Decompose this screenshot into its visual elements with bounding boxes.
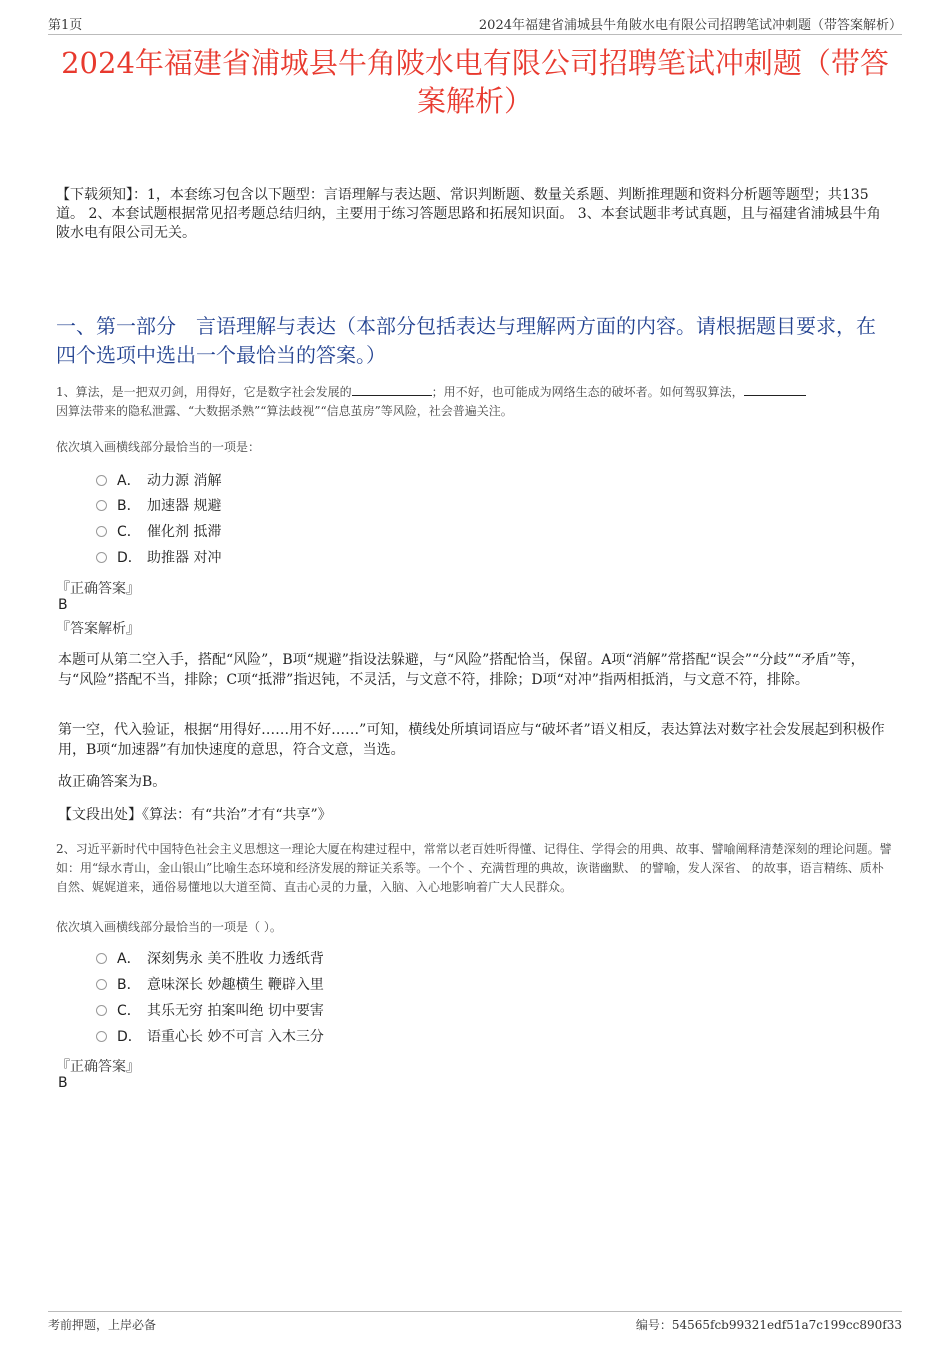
q1-analysis-para-2: 第一空，代入验证，根据“用得好……用不好……”可知，横线处所填词语应与“破坏者”语义相反，表达算法对数字社会发展起到积极作用，B项“加速器”有加快速度的意思，符合文意，当选。 (58, 722, 885, 758)
radio-icon[interactable] (96, 500, 107, 511)
q1-option-a[interactable]: A． 动力源 消解 (96, 470, 221, 492)
q1-answer-label: 『正确答案』 (56, 581, 140, 597)
q1-analysis-label: 『答案解析』 (56, 621, 140, 637)
question-1-text: 1、算法，是一把双刃剑，用得好，它是数字社会发展的 ；用不好，也可能成为网络生态的破坏者。如何驾驭算法， 因算法带来的隐私泄露、“大数据杀熟”“算法歧视”“信息茧房”等风险，社会普遍关注。 (56, 383, 894, 421)
header-doc-title: 2024年福建省浦城县牛角陂水电有限公司招聘笔试冲刺题（带答案解析） (478, 18, 902, 33)
question-2-prompt: 依次填入画横线部分最恰当的一项是（ ）。 (56, 920, 282, 934)
footer-serial: 编号：54565fcb99321edf51a7c199cc890f33 (635, 1318, 902, 1332)
q2-option-a[interactable]: A． 深刻隽永 美不胜收 力透纸背 (96, 948, 324, 970)
q1-answer: B (58, 597, 68, 613)
q1-analysis-conclusion: 故正确答案为B。 (58, 774, 167, 790)
document-title: 2024年福建省浦城县牛角陂水电有限公司招聘笔试冲刺题（带答案解析） (61, 46, 889, 118)
q2-option-d[interactable]: D． 语重心长 妙不可言 入木三分 (96, 1026, 324, 1048)
question-2-text: 2、习近平新时代中国特色社会主义思想这一理论大厦在构建过程中，常常以老百姓听得懂、记得住、学得会的用典、故事、譬喻阐释清楚深刻的理论问题。譬如：用“绿水青山，金山银山”比喻生态环境和经济发展的辩证关系等。一个个 、充满哲理的典故，诙谐幽默、 的譬喻，发人深省、 的故事，语言精练、质朴自然、娓娓道来，通俗易懂地以大道至简、直击心灵的力量，入脑、入心地影响着广大人民群众。 (56, 842, 892, 894)
section-heading: 一、第一部分 言语理解与表达（本部分包括表达与理解两方面的内容。请根据题目要求，在四个选项中选出一个最恰当的答案。） (56, 314, 876, 367)
radio-icon[interactable] (96, 552, 107, 563)
q1-analysis-para-1: 本题可从第二空入手，搭配“风险”，B项“规避”指设法躲避，与“风险”搭配恰当，保留。A项“消解”常搭配“误会”“分歧”“矛盾”等，与“风险”搭配不当，排除；C项“抵滞”指迟钝，不灵活，与文意不符，排除；D项“对冲”指两相抵消，与文意不符，排除。 (58, 652, 865, 688)
blank-1 (352, 383, 432, 396)
q2-answer: B (58, 1075, 68, 1091)
radio-icon[interactable] (96, 1031, 107, 1042)
footer-slogan: 考前押题，上岸必备 (48, 1318, 157, 1332)
page-footer (48, 1311, 902, 1332)
radio-icon[interactable] (96, 475, 107, 486)
page-number: 第1页 (48, 18, 83, 33)
radio-icon[interactable] (96, 953, 107, 964)
q2-answer-label: 『正确答案』 (56, 1059, 140, 1075)
q2-option-c[interactable]: C． 其乐无穷 拍案叫绝 切中要害 (96, 1000, 324, 1022)
q2-option-b[interactable]: B． 意味深长 妙趣横生 鞭辟入里 (96, 974, 324, 996)
q1-option-b[interactable]: B． 加速器 规避 (96, 495, 221, 517)
blank-2 (744, 383, 806, 396)
question-1-prompt: 依次填入画横线部分最恰当的一项是： (56, 440, 261, 454)
page-header (48, 14, 902, 35)
radio-icon[interactable] (96, 979, 107, 990)
q1-source: 【文段出处】《算法：有“共治”才有“共享”》 (58, 807, 332, 823)
radio-icon[interactable] (96, 526, 107, 537)
radio-icon[interactable] (96, 1005, 107, 1016)
q1-option-d[interactable]: D． 助推器 对冲 (96, 547, 221, 569)
q1-option-c[interactable]: C． 催化剂 抵滞 (96, 521, 221, 543)
download-notice: 【下载须知】：1，本套练习包含以下题型：言语理解与表达题、常识判断题、数量关系题、判断推理题和资料分析题等题型；共135道。 2、本套试题根据常见招考题总结归纳，主要用于练习答题思路和拓展知识面。 3、本套试题非考试真题，且与福建省浦城县牛角陂水电有限公司无关。 (56, 187, 881, 241)
